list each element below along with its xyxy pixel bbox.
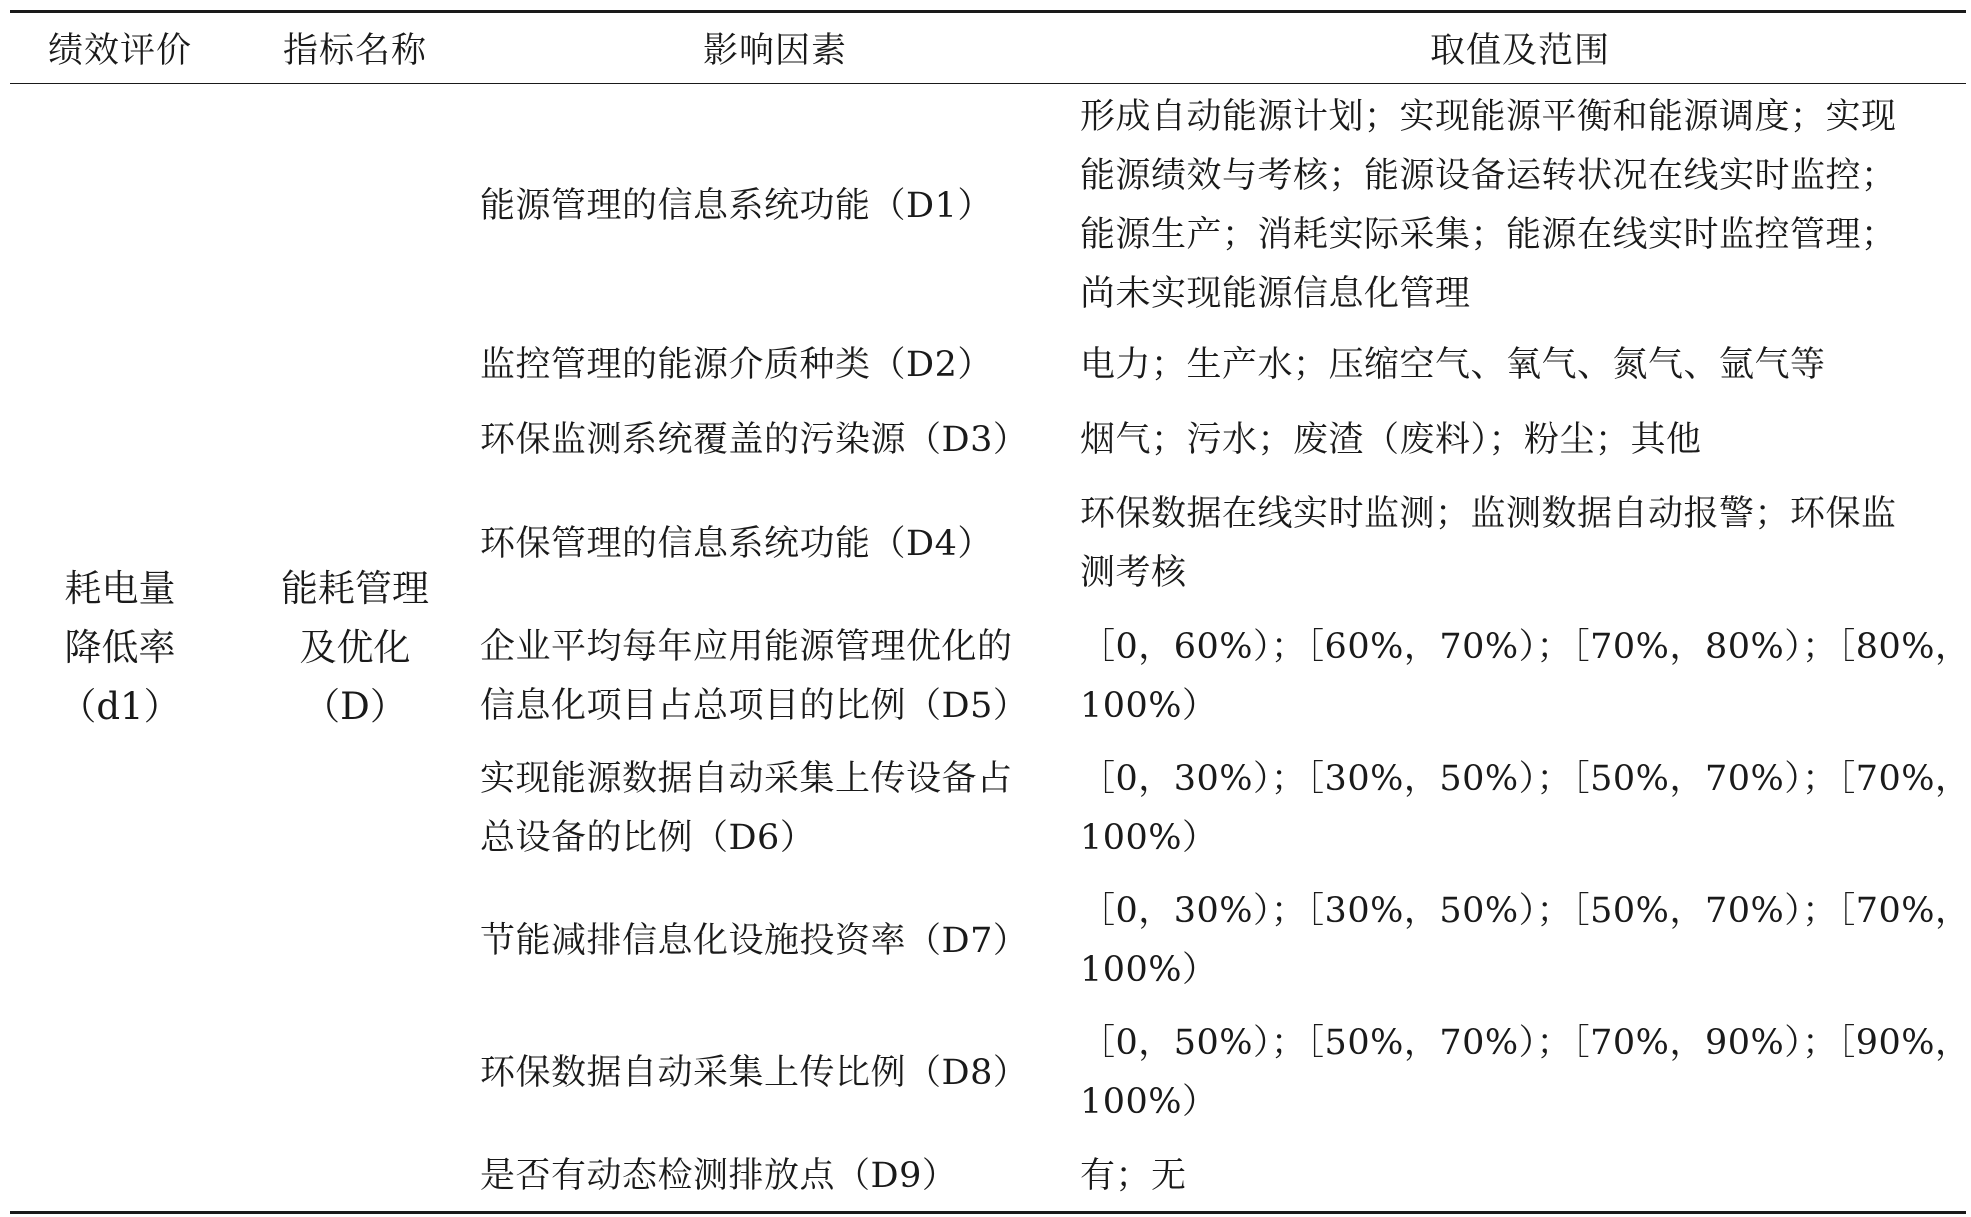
factor-line: 环保数据自动采集上传比例（D8） [480,1052,1029,1093]
range-line: 100%） [1080,950,1218,990]
header-performance-eval: 绩效评价 [47,31,192,71]
factor-cell-d6 [480,750,1070,868]
range-cell-d6 [1080,750,1971,868]
indicator-name-line: 及优化 [299,626,411,669]
performance-eval-cell [10,84,230,1211]
factor-cell-d4 [480,485,1070,603]
range-line: 能源生产；消耗实际采集；能源在线实时监控管理； [1080,215,1897,255]
factor-line: 环保监测系统覆盖的污染源（D3） [480,420,1029,460]
range-cell-d5 [1080,618,1971,736]
range-cell-d9 [1080,1147,1960,1206]
range-cell-d3 [1080,411,1960,470]
range-line: ［0，30%）；［30%，50%）；［50%，70%）；［70%， [1080,891,1971,931]
range-line: 100%） [1080,686,1218,726]
range-line: 环保数据在线实时监测；监测数据自动报警；环保监 [1080,494,1897,534]
performance-eval-line: 降低率 [64,626,176,669]
range-line: 有；无 [1080,1156,1187,1196]
range-line: 测考核 [1080,553,1187,593]
factor-line: 是否有动态检测排放点（D9） [480,1156,958,1196]
range-line: ［0，60%）；［60%，70%）；［70%，80%）；［80%， [1080,627,1971,667]
factor-line: 信息化项目占总项目的比例（D5） [480,686,1029,726]
header-influence-factor: 影响因素 [702,31,847,71]
range-line: 电力；生产水；压缩空气、氧气、氮气、氩气等 [1080,345,1826,385]
range-line: 尚未实现能源信息化管理 [1080,274,1471,314]
factor-line: 节能减排信息化设施投资率（D7） [480,920,1029,961]
factor-cell-d9 [480,1147,1070,1206]
factor-line: 监控管理的能源介质种类（D2） [480,345,993,385]
factor-line: 企业平均每年应用能源管理优化的 [480,627,1013,667]
range-line: ［0，50%）；［50%，70%）；［70%，90%）；［90%， [1080,1023,1971,1063]
range-cell-d7 [1080,882,1971,1000]
range-line: 烟气；污水；废渣（废料）；粉尘；其他 [1080,420,1702,460]
factor-cell-d1 [480,88,1070,324]
factor-cell-d5 [480,618,1070,736]
indicator-name-line: （D） [303,685,407,728]
factor-cell-d2 [480,336,1070,395]
range-line: 形成自动能源计划；实现能源平衡和能源调度；实现 [1080,97,1897,137]
factor-line: 总设备的比例（D6） [480,818,816,858]
range-line: 能源绩效与考核；能源设备运转状况在线实时监控； [1080,156,1897,196]
factor-line: 能源管理的信息系统功能（D1） [480,185,993,226]
header-indicator-name: 指标名称 [282,31,427,71]
bottom-rule [10,1211,1966,1214]
range-line: 100%） [1080,818,1218,858]
factor-cell-d7 [480,882,1070,1000]
indicator-name-cell [235,84,475,1211]
indicator-name-line: 能耗管理 [281,567,429,610]
factor-cell-d3 [480,411,1070,470]
range-line: ［0，30%）；［30%，50%）；［50%，70%）；［70%， [1080,759,1971,799]
indicator-table [10,0,1971,1217]
factor-line: 实现能源数据自动采集上传设备占 [480,759,1013,799]
factor-cell-d8 [480,1014,1070,1132]
range-cell-d4 [1080,485,1960,603]
range-line: 100%） [1080,1082,1218,1122]
performance-eval-line: 耗电量 [64,567,176,610]
header-value-range: 取值及范围 [1429,31,1610,71]
performance-eval-line: （d1） [59,685,181,728]
factor-line: 环保管理的信息系统功能（D4） [480,523,993,564]
range-cell-d8 [1080,1014,1971,1132]
range-cell-d1 [1080,88,1960,324]
range-cell-d2 [1080,336,1960,395]
